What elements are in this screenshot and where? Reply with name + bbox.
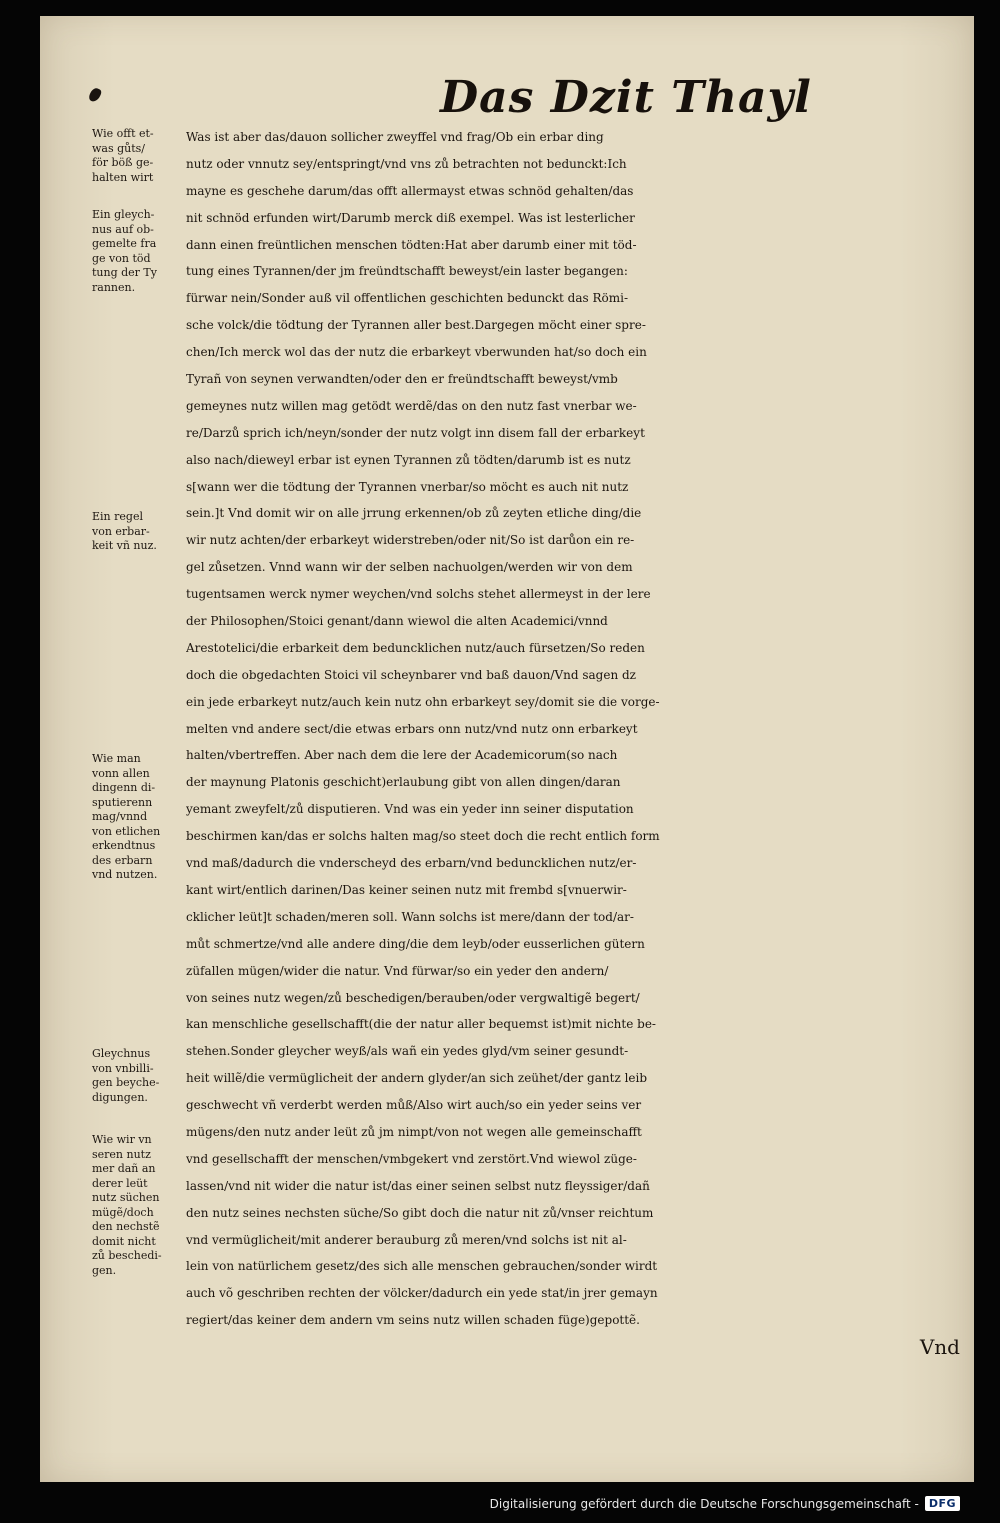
text-line: stehen.Sonder gleycher weyß/als wañ ein yedes glyd/vm seiner gesundt- bbox=[186, 1044, 629, 1059]
margin-note-line: zů beschedi- bbox=[92, 1249, 162, 1262]
margin-note-line: Ein gleych- bbox=[92, 208, 155, 221]
margin-note-line: för böß ge- bbox=[92, 156, 154, 169]
text-line: můt schmertze/vnd alle andere ding/die dem leyb/oder eusserlichen gütern bbox=[186, 936, 645, 951]
text-line: mayne es geschehe darum/das offt allermayst etwas schnöd gehalten/das bbox=[186, 183, 634, 198]
text-line: halten/vbertreffen. Aber nach dem die lere der Academicorum(so nach bbox=[186, 748, 618, 763]
margin-note bbox=[92, 510, 196, 554]
margin-note-line: nutz süchen bbox=[92, 1191, 160, 1204]
text-line: nutz oder vnnutz sey/entspringt/vnd vns zů betrachten not bedunckt:Ich bbox=[186, 156, 627, 171]
text-line: lassen/vnd nit wider die natur ist/das einer seinen selbst nutz fleyssiger/dañ bbox=[186, 1178, 650, 1193]
text-line: melten vnd andere sect/die etwas erbars onn nutz/vnd nutz onn erbarkeyt bbox=[186, 721, 638, 736]
margin-note-line: von vnbilli- bbox=[92, 1061, 154, 1075]
text-line: also nach/dieweyl erbar ist eynen Tyrannen zů tödten/darumb ist es nutz bbox=[186, 452, 631, 467]
text-line: gel zůsetzen. Vnnd wann wir der selben nachuolgen/werden wir von dem bbox=[186, 560, 633, 575]
text-line: Was ist aber das/dauon sollicher zweyffel vnd frag/Ob ein erbar ding bbox=[186, 130, 604, 144]
text-line: doch die obgedachten Stoici vil scheynbarer vnd baß dauon/Vnd sagen dz bbox=[186, 667, 636, 682]
margin-note bbox=[92, 208, 196, 295]
margin-note-line: gemelte fra bbox=[92, 237, 157, 250]
margin-note-line: Wie wir vn bbox=[92, 1133, 152, 1146]
margin-note-line: sputierenn bbox=[92, 795, 153, 809]
main-text-block bbox=[186, 124, 968, 1361]
text-line: vnd maß/dadurch die vnderscheyd des erbarn/vnd beduncklichen nutz/er- bbox=[186, 856, 637, 871]
margin-note-line: digungen. bbox=[92, 1090, 148, 1104]
margin-note-line: vonn allen bbox=[92, 766, 150, 780]
margin-note-line: halten wirt bbox=[92, 170, 154, 184]
margin-note-line: keit vñ nuz. bbox=[92, 539, 157, 552]
margin-note-line: Wie man bbox=[92, 752, 141, 765]
text-line: tugentsamen werck nymer weychen/vnd solchs stehet allermeyst in der lere bbox=[186, 587, 651, 602]
text-line: cklicher leüt]t schaden/meren soll. Wann solchs ist mere/dann der tod/ar- bbox=[186, 909, 634, 924]
margin-note-line: was gůts/ bbox=[92, 141, 146, 155]
text-line: kant wirt/entlich darinen/Das keiner seinen nutz mit frembd s[vnuerwir- bbox=[186, 882, 627, 897]
margin-note-line: tung der Ty bbox=[92, 266, 157, 279]
margin-note-line: Ein regel bbox=[92, 510, 143, 523]
margin-note-line: dingenn di- bbox=[92, 781, 156, 794]
text-line: kan menschliche gesellschafft(die der natur aller bequemst ist)mit nichte be- bbox=[186, 1017, 656, 1032]
margin-note-line: Wie offt et- bbox=[92, 127, 154, 140]
margin-note-line: ge von töd bbox=[92, 251, 151, 265]
text-line: s[wann wer die tödtung der Tyrannen vnerbar/so möcht es auch nit nutz bbox=[186, 479, 629, 494]
margin-note-line: nus auf ob- bbox=[92, 222, 154, 236]
margin-note-line: von erbar- bbox=[92, 524, 150, 538]
text-line: auch võ geschriben rechten der völcker/dadurch ein yede stat/in jrer gemayn bbox=[186, 1286, 658, 1301]
margin-note-line: mer dañ an bbox=[92, 1162, 156, 1175]
margin-note-line: mag/vnnd bbox=[92, 810, 148, 823]
text-line: der Philosophen/Stoici genant/dann wiewol die alten Academici/vnnd bbox=[186, 614, 608, 629]
funding-credit-text: Digitalisierung gefördert durch die Deutsche Forschungsgemeinschaft - bbox=[489, 1496, 919, 1511]
margin-note-line: mügẽ/doch bbox=[92, 1205, 154, 1219]
text-line: dann einen freüntlichen menschen tödten:Hat aber darumb einer mit töd- bbox=[186, 237, 637, 252]
margin-note-line: gen. bbox=[92, 1263, 117, 1277]
margin-note-line: domit nicht bbox=[92, 1234, 156, 1248]
margin-note-line: derer leüt bbox=[92, 1176, 148, 1190]
margin-note bbox=[92, 752, 196, 883]
margin-note-line: den nechstẽ bbox=[92, 1220, 160, 1233]
text-line: lein von natürlichem gesetz/des sich alle menschen gebrauchen/sonder wirdt bbox=[186, 1259, 658, 1274]
text-line: vnd vermüglicheit/mit anderer berauburg zů meren/vnd solchs ist nit al- bbox=[186, 1232, 627, 1247]
text-line: sche volck/die tödtung der Tyrannen aller best.Dargegen möcht einer spre- bbox=[186, 318, 646, 333]
text-line: regiert/das keiner dem andern vm seins nutz willen schaden füge)gepottẽ. bbox=[186, 1313, 640, 1328]
text-line: nit schnöd erfunden wirt/Darumb merck diß exempel. Was ist lesterlicher bbox=[186, 210, 635, 225]
margin-note-line: erkendtnus bbox=[92, 839, 156, 852]
margin-note-line: gen beyche- bbox=[92, 1076, 160, 1089]
running-head: Das Dzit Thayl bbox=[440, 72, 812, 123]
text-line: fürwar nein/Sonder auß vil offentlichen geschichten bedunckt das Römi- bbox=[186, 291, 629, 306]
text-line: mügens/den nutz ander leüt zů jm nimpt/von not wegen alle gemeinschafft bbox=[186, 1124, 642, 1139]
text-line: yemant zweyfelt/zů disputieren. Vnd was ein yeder inn seiner disputation bbox=[186, 802, 634, 817]
margin-note bbox=[92, 127, 196, 185]
text-line: heit willẽ/die vermüglicheit der andern glyder/an sich zeühet/der gantz leib bbox=[186, 1071, 648, 1086]
text-line: von seines nutz wegen/zů beschedigen/berauben/oder vergwaltigẽ begert/ bbox=[186, 990, 640, 1005]
text-line: vnd gesellschafft der menschen/vmbgekert vnd zerstört.Vnd wiewol züge- bbox=[186, 1151, 637, 1166]
text-line: der maynung Platonis geschicht)erlaubung gibt von allen dingen/daran bbox=[186, 775, 621, 790]
margin-note-line: seren nutz bbox=[92, 1147, 151, 1161]
catchword: Vnd bbox=[919, 1335, 960, 1360]
text-line: wir nutz achten/der erbarkeyt widerstreben/oder nit/So ist darůon ein re- bbox=[186, 533, 635, 548]
margin-note bbox=[92, 1133, 196, 1278]
margin-note-line: vnd nutzen. bbox=[92, 868, 158, 881]
footer-credit bbox=[490, 1496, 960, 1511]
text-line: gemeynes nutz willen mag getödt werdẽ/das on den nutz fast vnerbar we- bbox=[186, 398, 637, 413]
text-line: züfallen mügen/wider die natur. Vnd fürwar/so ein yeder den andern/ bbox=[186, 963, 609, 978]
text-line: tung eines Tyrannen/der jm freündtschafft beweyst/ein laster begangen: bbox=[186, 264, 628, 279]
margin-note-line: rannen. bbox=[92, 280, 136, 294]
text-line: beschirmen kan/das er solchs halten mag/so steet doch die recht entlich form bbox=[186, 829, 660, 844]
text-line: chen/Ich merck wol das der nutz die erbarkeyt vberwunden hat/so doch ein bbox=[186, 345, 647, 360]
text-line: sein.]t Vnd domit wir on alle jrrung erkennen/ob zů zeyten etliche ding/die bbox=[186, 506, 642, 521]
text-line: geschwecht vñ verderbt werden můß/Also wirt auch/so ein yeder seins ver bbox=[186, 1098, 642, 1113]
text-line: re/Darzů sprich ich/neyn/sonder der nutz volgt inn disem fall der erbarkeyt bbox=[186, 425, 645, 440]
margin-note-line: von etlichen bbox=[92, 824, 161, 838]
text-line: Arestotelici/die erbarkeit dem beduncklichen nutz/auch fürsetzen/So reden bbox=[186, 640, 645, 655]
margin-note-line: Gleychnus bbox=[92, 1047, 151, 1060]
text-line: den nutz seines nechsten süche/So gibt doch die natur nit zů/vnser reichtum bbox=[186, 1205, 654, 1220]
text-line: ein jede erbarkeyt nutz/auch kein nutz ohn erbarkeyt sey/domit sie die vorge- bbox=[186, 694, 660, 709]
margin-note-line: des erbarn bbox=[92, 853, 153, 867]
text-line: Tyrañ von seynen verwandten/oder den er freündtschafft beweyst/vmb bbox=[186, 372, 618, 387]
dfg-logo: DFG bbox=[925, 1496, 960, 1511]
margin-note bbox=[92, 1047, 196, 1105]
